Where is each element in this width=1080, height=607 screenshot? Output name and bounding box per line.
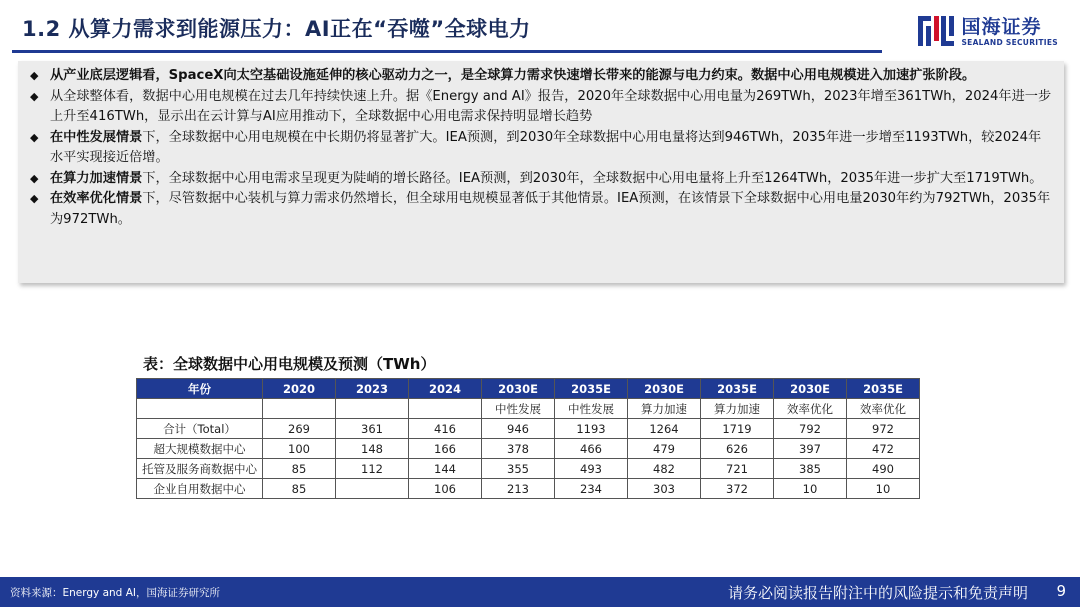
row-label: 超大规模数据中心 (137, 439, 263, 459)
table-cell: 372 (701, 479, 774, 499)
table-cell: 106 (409, 479, 482, 499)
table-cell: 234 (555, 479, 628, 499)
subheader-cell: 中性发展 (555, 399, 628, 419)
header-cell: 2030E (628, 379, 701, 399)
subheader-cell (137, 399, 263, 419)
table-row (137, 479, 920, 499)
table-cell: 10 (774, 479, 847, 499)
summary-box (18, 61, 1064, 283)
bullet-item (30, 169, 1054, 190)
table-cell: 482 (628, 459, 701, 479)
bullet-text: 下，全球数据中心用电需求呈现更为陡峭的增长路径。IEA预测，到2030年，全球数据中心用电量将上升至1264TWh，2035年进一步扩大至1719TWh。 (142, 170, 1043, 186)
subheader-cell: 算力加速 (701, 399, 774, 419)
bullet-lead: 在算力加速情景 (50, 170, 143, 186)
header-cell: 2030E (482, 379, 555, 399)
header-cell: 2035E (701, 379, 774, 399)
table-cell: 303 (628, 479, 701, 499)
bullet-bold-text: 从产业底层逻辑看，SpaceX向太空基础设施延伸的核心驱动力之一，是全球算力需求快速增长带来的能源与电力约束。数据中心用电规模进入加速扩张阶段。 (50, 68, 976, 83)
table-cell: 721 (701, 459, 774, 479)
header-cell: 2024 (409, 379, 482, 399)
bullet-text: 下，尽管数据中心装机与算力需求仍然增长，但全球用电规模显著低于其他情景。IEA预测，在该情景下全球数据中心用电量2030年约为792TWh，2035年为972TWh。 (50, 191, 1051, 227)
subheader-cell (409, 399, 482, 419)
table-cell: 1193 (555, 419, 628, 439)
table-cell: 144 (409, 459, 482, 479)
table-cell: 85 (263, 459, 336, 479)
table-caption: 表：全球数据中心用电规模及预测（TWh） (143, 355, 436, 373)
header-cell: 2030E (774, 379, 847, 399)
table-subheader-row (137, 399, 920, 419)
table-header-row (137, 379, 920, 399)
row-label: 托管及服务商数据中心 (137, 459, 263, 479)
table-cell: 100 (263, 439, 336, 459)
table-cell: 792 (774, 419, 847, 439)
bullet-item (30, 128, 1054, 169)
subheader-cell: 效率优化 (847, 399, 920, 419)
table-cell: 472 (847, 439, 920, 459)
bullet-lead: 在中性发展情景 (50, 129, 143, 145)
row-label: 合计（Total） (137, 419, 263, 439)
table-cell: 112 (336, 459, 409, 479)
diamond-bullet-icon: ◆ (30, 171, 39, 185)
header-cell: 2035E (847, 379, 920, 399)
table-cell: 416 (409, 419, 482, 439)
logo-english-name: SEALAND SECURITIES (961, 37, 1058, 47)
diamond-bullet-icon: ◆ (30, 192, 39, 205)
diamond-bullet-icon: ◆ (30, 69, 39, 82)
table-cell: 213 (482, 479, 555, 499)
diamond-bullet-icon: ◆ (30, 89, 39, 103)
table-cell: 166 (409, 439, 482, 459)
bullet-text: 从全球整体看，数据中心用电规模在过去几年持续快速上升。据《Energy and AI》报告，2020年全球数据中心用电量为269TWh，2023年增至361TWh，2024年进一步上升至416TWh，显示出在云计算与AI应用推动下，全球数据中心用电需求保持明显增长趋势 (50, 88, 1052, 124)
row-label: 企业自用数据中心 (137, 479, 263, 499)
table-cell: 355 (482, 459, 555, 479)
table-cell: 1264 (628, 419, 701, 439)
subheader-cell: 算力加速 (628, 399, 701, 419)
title-divider (12, 50, 882, 53)
table-cell: 269 (263, 419, 336, 439)
page-number: 9 (1056, 582, 1066, 600)
table-cell: 148 (336, 439, 409, 459)
table-cell: 626 (701, 439, 774, 459)
footer-disclaimer-notice: 请务必阅读报告附注中的风险提示和免责声明 (727, 584, 1028, 602)
table-row (137, 459, 920, 479)
subheader-cell (336, 399, 409, 419)
table-cell: 378 (482, 439, 555, 459)
logo-chinese-name: 国海证券 (961, 15, 1042, 38)
table-cell: 466 (555, 439, 628, 459)
table-cell: 385 (774, 459, 847, 479)
page-title: 1.2 从算力需求到能源压力：AI正在“吞噬”全球电力 (22, 17, 531, 41)
table-row (137, 439, 920, 459)
diamond-bullet-icon: ◆ (30, 130, 39, 144)
table-cell: 490 (847, 459, 920, 479)
subheader-cell: 中性发展 (482, 399, 555, 419)
bullet-lead: 在效率优化情景 (50, 191, 143, 206)
bullet-item (30, 189, 1054, 230)
table-cell: 946 (482, 419, 555, 439)
bullet-item (30, 66, 1054, 87)
header-cell: 2023 (336, 379, 409, 399)
subheader-cell (263, 399, 336, 419)
table-cell: 10 (847, 479, 920, 499)
table-cell: 397 (774, 439, 847, 459)
table-cell: 479 (628, 439, 701, 459)
table-cell: 972 (847, 419, 920, 439)
header-cell: 2020 (263, 379, 336, 399)
header-cell: 年份 (137, 379, 263, 399)
subheader-cell: 效率优化 (774, 399, 847, 419)
table-row (137, 419, 920, 439)
sealand-logo-icon (917, 14, 955, 48)
table-cell: 361 (336, 419, 409, 439)
bullet-item (30, 87, 1054, 128)
header-cell: 2035E (555, 379, 628, 399)
table-cell (336, 479, 409, 499)
table-cell: 1719 (701, 419, 774, 439)
company-logo (917, 14, 1058, 48)
bullet-text: 下，全球数据中心用电规模在中长期仍将显著扩大。IEA预测，到2030年全球数据中心用电量将达到946TWh，2035年进一步增至1193TWh，较2024年水平实现接近倍增。 (50, 129, 1042, 165)
table-cell: 85 (263, 479, 336, 499)
footer-source: 资料来源：Energy and AI，国海证券研究所 (10, 587, 220, 599)
datacenter-power-table (136, 378, 920, 499)
table-cell: 493 (555, 459, 628, 479)
